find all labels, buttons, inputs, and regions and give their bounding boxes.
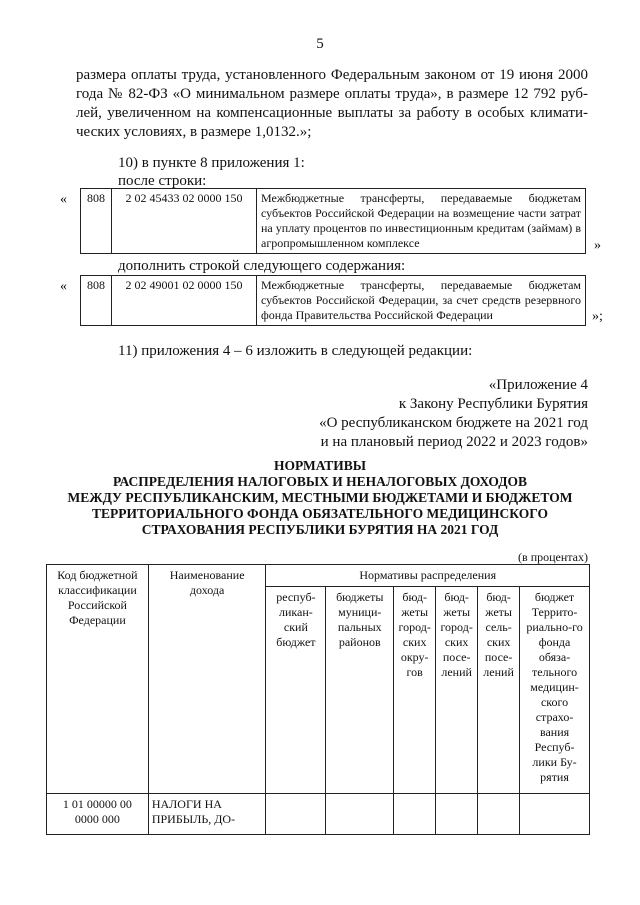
appendix-line-2: к Закону Республики Бурятия (398, 396, 588, 412)
intro-line-4: ческих условиях, в размере 1,0132.»; (76, 124, 312, 140)
row-value-cell (394, 794, 436, 835)
code-table-1 (80, 188, 586, 254)
close-quote-1: » (594, 238, 601, 253)
kbk-code-cell: 2 02 45433 02 0000 150 (112, 189, 257, 254)
title-line-1: НОРМАТИВЫ (273, 458, 367, 473)
appendix-header (319, 376, 588, 452)
appendix-line-3: «О республиканском бюджете на 2021 год (319, 415, 588, 431)
description-cell: Межбюджетные трансферты, передаваемые бюджетам субъектов Российской Федерации на возмещение части затрат на уплату процентов по инвестиционным кредитам (займам) в агропромышленном комплексе (257, 189, 586, 254)
row-value-cell (266, 794, 326, 835)
header-group-cell: Нормативы распределения (266, 565, 590, 587)
kbk-code-cell: 2 02 49001 02 0000 150 (112, 276, 257, 326)
row-name-cell: НАЛОГИ НА ПРИБЫЛЬ, ДО- (148, 794, 266, 835)
page-number: 5 (316, 36, 324, 52)
open-quote-2: « (60, 279, 67, 294)
row-value-cell (436, 794, 478, 835)
appendix-line-1: «Приложение 4 (488, 377, 588, 393)
title-line-4: ТЕРРИТОРИАЛЬНОГО ФОНДА ОБЯЗАТЕЛЬНОГО МЕДИЦИНСКОГО (92, 506, 548, 521)
units-note: (в процентах) (518, 550, 588, 564)
appendix-line-4: и на плановый период 2022 и 2023 годов» (320, 434, 588, 450)
header-code-cell: Код бюджетной классификации Российской Федерации (47, 565, 149, 794)
code-row (81, 189, 586, 254)
close-quote-2: »; (592, 309, 603, 324)
intro-paragraph (76, 66, 588, 142)
admin-code-cell: 808 (81, 276, 112, 326)
subheader-city-districts: бюд-жеты город-ских окру-гов (394, 587, 436, 794)
item10-after-line: после строки: (118, 173, 207, 189)
item10-heading: 10) в пункте 8 приложения 1: (118, 155, 305, 171)
description-cell: Межбюджетные трансферты, передаваемые бюджетам субъектов Российской Федерации, за счет средств резервного фонда Правительства Российской Федерации (257, 276, 586, 326)
subheader-urban-settlements: бюд-жеты город-ских посе-лений (436, 587, 478, 794)
norms-table (46, 564, 590, 835)
subheader-mandatory-medical-fund: бюджет Террито-риально-го фонда обяза-тельного медицин-ского страхо-вания Респуб-лики Бу-рятия (520, 587, 590, 794)
code-row (81, 276, 586, 326)
row-value-cell (478, 794, 520, 835)
subheader-republic-budget: респуб-ликан-ский бюджет (266, 587, 326, 794)
open-quote-1: « (60, 192, 67, 207)
row-value-cell (520, 794, 590, 835)
item11-text: 11) приложения 4 – 6 изложить в следующей редакции: (118, 343, 473, 359)
admin-code-cell: 808 (81, 189, 112, 254)
row-value-cell (326, 794, 394, 835)
intro-line-2: года № 82-ФЗ «О минимальном размере оплаты труда», в размере 12 792 руб- (76, 86, 588, 102)
document-title (40, 458, 600, 538)
title-line-2: РАСПРЕДЕЛЕНИЯ НАЛОГОВЫХ И НЕНАЛОГОВЫХ ДОХОДОВ (112, 474, 528, 489)
title-line-5: СТРАХОВАНИЯ РЕСПУБЛИКИ БУРЯТИЯ НА 2021 ГОД (141, 522, 499, 537)
header-name-cell: Наименование дохода (148, 565, 266, 794)
subheader-municipal-districts: бюджеты муници-пальных районов (326, 587, 394, 794)
table-header-row (47, 565, 590, 587)
item10-add-line: дополнить строкой следующего содержания: (118, 258, 406, 274)
intro-line-1: размера оплаты труда, установленного Федеральным законом от 19 июня 2000 (76, 67, 588, 83)
table-row (47, 794, 590, 835)
subheader-rural-settlements: бюд-жеты сель-ских посе-лений (478, 587, 520, 794)
code-table-2 (80, 275, 586, 326)
row-code-cell: 1 01 00000 00 0000 000 (47, 794, 149, 835)
intro-line-3: лей, увеличенном на компенсационные выплаты за работу в особых климати- (76, 105, 588, 121)
title-line-3: МЕЖДУ РЕСПУБЛИКАНСКИМ, МЕСТНЫМИ БЮДЖЕТАМИ И БЮДЖЕТОМ (67, 490, 573, 505)
